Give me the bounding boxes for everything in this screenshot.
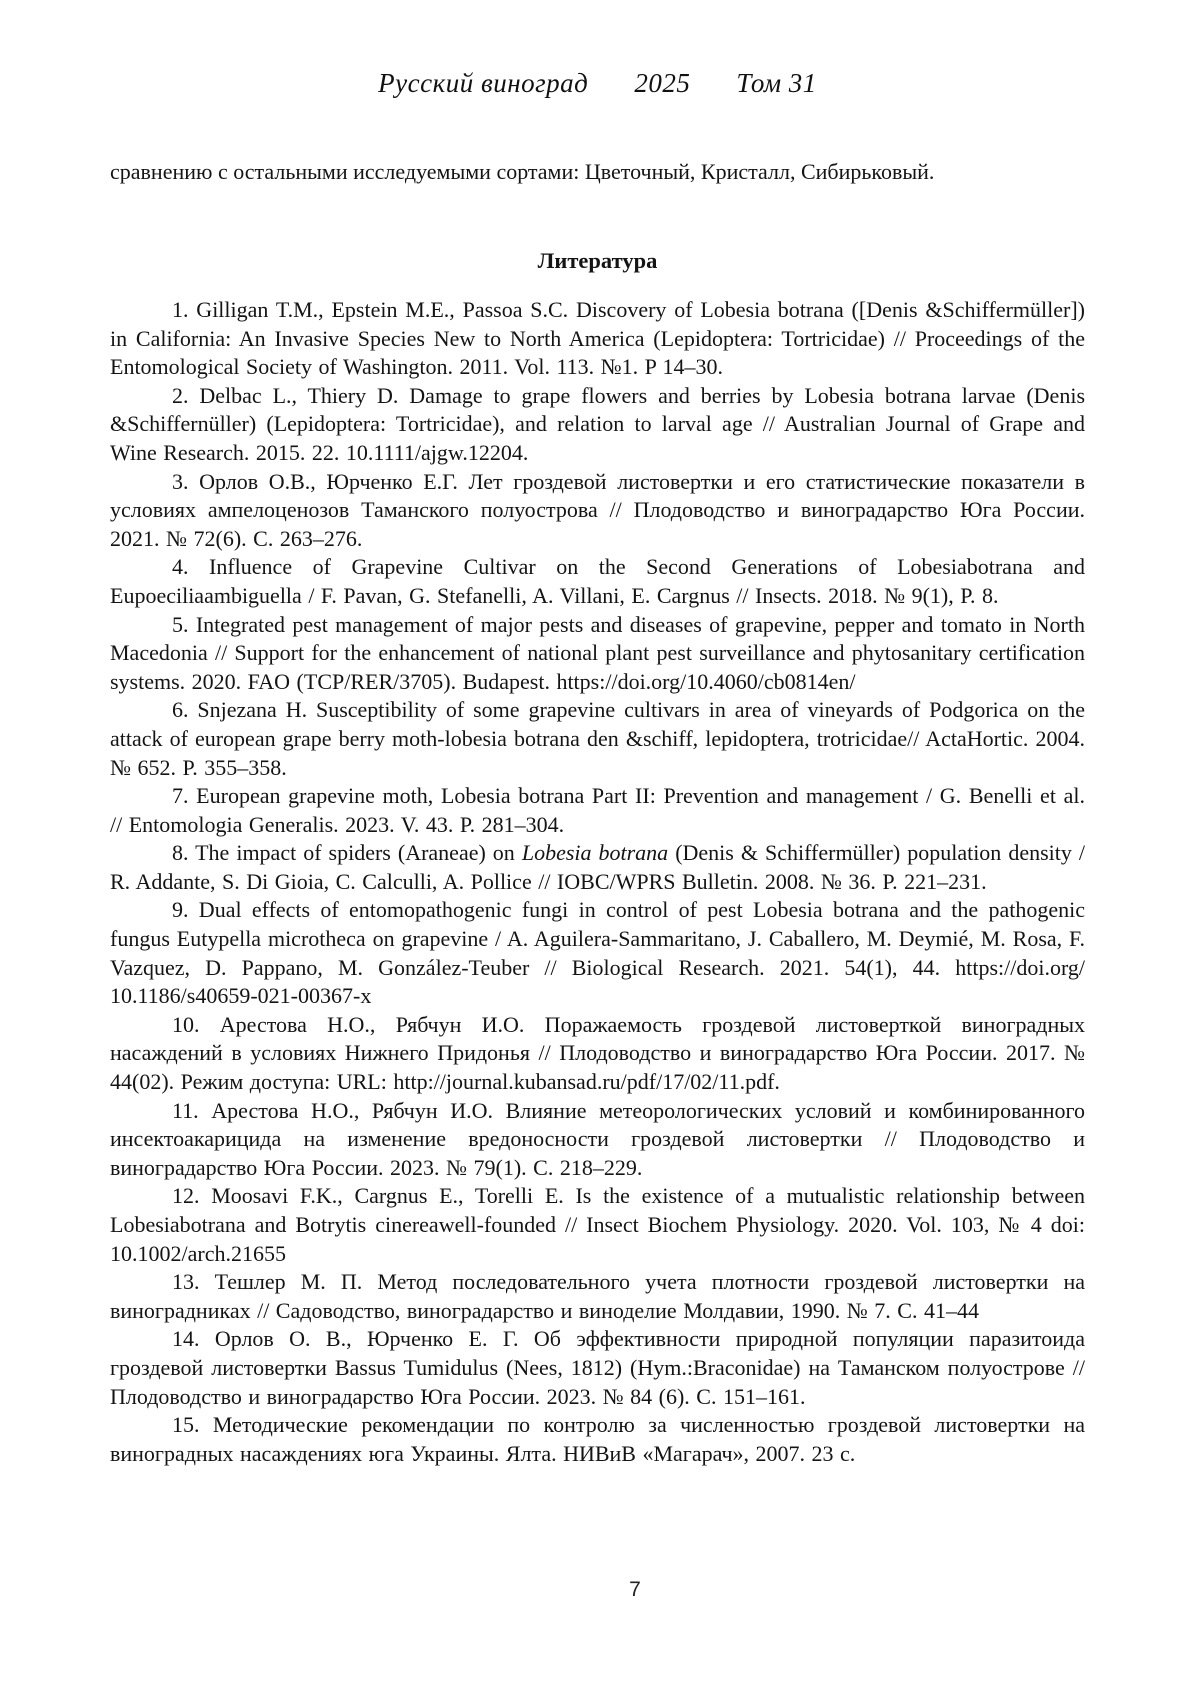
reference-item xyxy=(110,1097,1085,1183)
reference-item xyxy=(110,1325,1085,1411)
journal-header xyxy=(110,68,1085,99)
reference-text: 7. European grapevine moth, Lobesia botrana Part II: Prevention and management / G. Benelli et al. // Entomologia Generalis. 2023. V. 43. P. 281–304. xyxy=(110,783,1085,837)
reference-text: 14. Орлов О. В., Юрченко Е. Г. Об эффективности природной популяции паразитоида гроздевой листовертки Bassus Tumidulus (Nees, 1812) (Hym.:Braconidae) на Таманском полуострове // Плодоводство и виноградарство Юга России. 2023. № 84 (6). С. 151–161. xyxy=(110,1326,1085,1409)
reference-text: 10. Арестова Н.О., Рябчун И.О. Поражаемость гроздевой листоверткой виноградных насаждений в условиях Нижнего Придонья // Плодоводство и виноградарство Юга России. 2017. № 44(02). Режим доступа: URL: http://journal.kubansad.ru/pdf/17/02/11.pdf. xyxy=(110,1011,1085,1095)
reference-item xyxy=(110,696,1085,782)
reference-item xyxy=(110,382,1085,468)
reference-text: 3. Орлов О.В., Юрченко Е.Г. Лет гроздевой листовертки и его статистические показатели в условиях ампелоценозов Таманского полуострова // Плодоводство и виноградарство Юга России. 2021. № 72(6). С. 263–276. xyxy=(110,468,1085,551)
journal-title: Русский виноград xyxy=(378,68,589,98)
reference-text: 11. Арестова Н.О., Рябчун И.О. Влияние метеорологических условий и комбинированного инсектоакарицида на изменение вредоносности гроздевой листовертки // Плодоводство и виноградарство Юга России. 2023. № 79(1). С. 218–229. xyxy=(110,1097,1085,1180)
reference-item xyxy=(110,1011,1085,1097)
section-title: Литература xyxy=(537,248,658,273)
reference-text: 8. The impact of spiders (Araneae) on xyxy=(172,840,522,866)
reference-item xyxy=(110,468,1085,554)
reference-text: 1. Gilligan T.M., Epstein M.E., Passoa S.C. Discovery of Lobesia botrana ([Denis &Schiffermüller]) in California: An Invasive Species New to North America (Lepidoptera: Tortricidae) // Proceedings of the Entomological Society of Washington. 2011. Vol. 113. №1. P 14–30. xyxy=(110,297,1085,380)
reference-item xyxy=(110,896,1085,1010)
reference-item xyxy=(110,553,1085,610)
journal-volume: Том 31 xyxy=(736,68,817,98)
reference-text: 15. Методические рекомендации по контролю за численностью гроздевой листовертки на виноградных насаждениях юга Украины. Ялта. НИВиВ «Магарач», 2007. 23 с. xyxy=(110,1412,1085,1466)
reference-text: 4. Influence of Grapevine Cultivar on the Second Generations of Lobesiabotrana and Eupoeciliaambiguella / F. Pavan, G. Stefanelli, A. Villani, E. Cargnus // Insects. 2018. № 9(1), P. 8. xyxy=(110,554,1085,608)
references-list xyxy=(110,296,1085,1468)
reference-item xyxy=(110,1182,1085,1268)
reference-item xyxy=(110,611,1085,697)
reference-item xyxy=(110,839,1085,896)
reference-item xyxy=(110,296,1085,382)
reference-text: 12. Moosavi F.K., Cargnus E., Torelli E. Is the existence of a mutualistic relationship between Lobesiabotrana and Botrytis cinereawell-founded // Insect Biochem Physiology. 2020. Vol. 103, № 4 doi: 10.1002/arch.21655 xyxy=(110,1183,1085,1266)
page-number: 7 xyxy=(629,1578,641,1601)
reference-text: 9. Dual effects of entomopathogenic fungi in control of pest Lobesia botrana and the pathogenic fungus Eutypella microtheca on grapevine / A. Aguilera-Sammaritano, J. Caballero, M. Deymié, M. Rosa, F. Vazquez, D. Pappano, M. González-Teuber // Biological Research. 2021. 54(1), 44. https://doi.org/ 10.1186/s40659-021-00367-x xyxy=(110,897,1085,1009)
reference-text: 6. Snjezana H. Susceptibility of some grapevine cultivars in area of vineyards of Podgorica on the attack of european grape berry moth-lobesia botrana den &schiff, lepidoptera, trotricidae// ActaHortic. 2004. № 652. P. 355–358. xyxy=(110,697,1085,780)
reference-text: 2. Delbac L., Thiery D. Damage to grape flowers and berries by Lobesia botrana larvae (Denis &Schiffernüller) (Lepidoptera: Tortricidae), and relation to larval age // Australian Journal of Grape and Wine Research. 2015. 22. 10.1111/ajgw.12204. xyxy=(110,382,1085,465)
reference-item xyxy=(110,782,1085,839)
reference-species-name: Lobesia botrana xyxy=(521,840,669,866)
reference-text: 13. Тешлер М. П. Метод последовательного учета плотности гроздевой листовертки на виноградниках // Садоводство, виноградарство и виноделие Молдавии, 1990. № 7. С. 41–44 xyxy=(110,1269,1085,1323)
reference-item xyxy=(110,1268,1085,1325)
reference-text: 5. Integrated pest management of major pests and diseases of grapevine, pepper and tomato in North Macedonia // Support for the enhancement of national plant pest surveillance and phytosanitary certification systems. 2020. FAO (TCP/RER/3705). Budapest. https://doi.org/10.4060/cb0814en/ xyxy=(110,611,1085,694)
reference-text: (Denis & Schiffermüller) population density / R. Addante, S. Di Gioia, C. Calculli, A. Pollice // IOBC/WPRS Bulletin. 2008. № 36. P. 221–231. xyxy=(110,840,1085,894)
intro-paragraph: сравнению с остальными исследуемыми сортами: Цветочный, Кристалл, Сибирьковый. xyxy=(110,159,935,184)
reference-item xyxy=(110,1411,1085,1468)
journal-year: 2025 xyxy=(634,68,691,98)
